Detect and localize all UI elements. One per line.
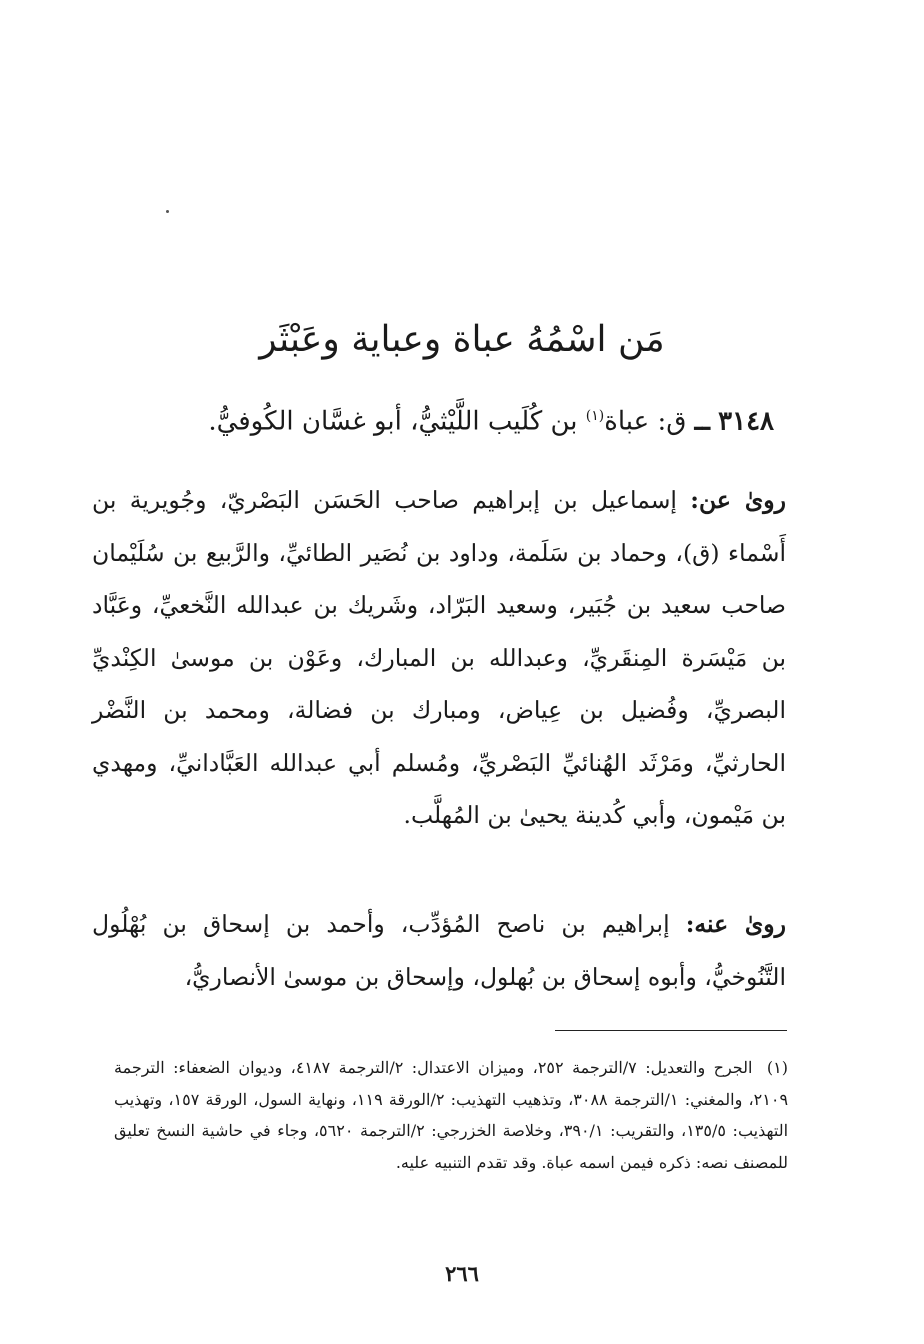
- footnote-separator: [555, 1030, 787, 1031]
- footnote-reference: (١): [585, 408, 605, 424]
- entry-dash: ــ: [694, 406, 710, 437]
- rawa-an-text: إسماعيل بن إبراهيم صاحب الحَسَن البَصْريّ، وجُويرية بن أَسْماء (ق)، وحماد بن سَلَمة، وداود بن نُصَير الطائيِّ، والرَّبيع بن سُلَيْمان صاحب سعيد بن جُبَير، وسعيد البَرّاد، وشَريك بن عبدالله النَّخعيِّ، وعَبَّاد بن مَيْسَرة المِنقَريِّ، وعبدالله بن المبارك، وعَوْن بن موسىٰ الكِنْديِّ البصريِّ، وفُضيل بن عِياض، ومبارك بن فضالة، ومحمد بن النَّضْر الحارثيِّ، ومَرْثَد الهُنائيِّ البَصْريِّ، ومُسلم أبي عبدالله العَبَّادانيِّ، ومهدي بن مَيْمون، وأبي كُدينة يحيىٰ بن المُهلَّب.: [92, 486, 786, 829]
- entry-name: عباة: [604, 406, 650, 437]
- rawa-an-lead: روىٰ عن:: [690, 486, 786, 514]
- ink-speck: [166, 210, 169, 213]
- rawa-anhu-text: إبراهيم بن ناصح المُؤدِّب، وأحمد بن إسحاق بن بُهْلُول التَّنُوخيُّ، وأبوه إسحاق بن بُهلول، وإسحاق بن موسىٰ الأنصاريُّ،: [92, 910, 786, 991]
- rawa-anhu-paragraph: [92, 898, 786, 1003]
- footnote-text: الجرح والتعديل: ٧/الترجمة ٢٥٢، وميزان الاعتدال: ٢/الترجمة ٤١٨٧، وديوان الضعفاء: الترجمة ٢١٠٩، والمغني: ١/الترجمة ٣٠٨٨، وتذهيب التهذيب: ٢/الورقة ١١٩، ونهاية السول، الورقة ١٥٧، وتهذيب التهذيب: ١٣٥/٥، والتقريب: ٣٩٠/١، وخلاصة الخزرجي: ٢/الترجمة ٥٦٢٠، وجاء في حاشية النسخ تعليق للمصنف نصه: ذكره فيمن اسمه عباة. وقد تقدم التنبيه عليه.: [114, 1058, 789, 1172]
- entry-sigla: ق:: [657, 406, 687, 437]
- footnote: [114, 1052, 788, 1178]
- rawa-anhu-lead: روىٰ عنه:: [685, 910, 786, 938]
- rawa-an-paragraph: [92, 474, 786, 842]
- entry-rest: بن كُلَيب اللَّيْثيُّ، أبو غسَّان الكُوفيُّ.: [208, 406, 578, 437]
- section-heading: مَن اسْمُهُ عباة وعباية وعَبْثَر: [259, 319, 665, 360]
- entry-number: ٣١٤٨: [718, 406, 774, 437]
- entry-title: [100, 396, 774, 442]
- page-number: ٢٦٦: [445, 1261, 479, 1286]
- footnote-number: (١): [766, 1058, 788, 1077]
